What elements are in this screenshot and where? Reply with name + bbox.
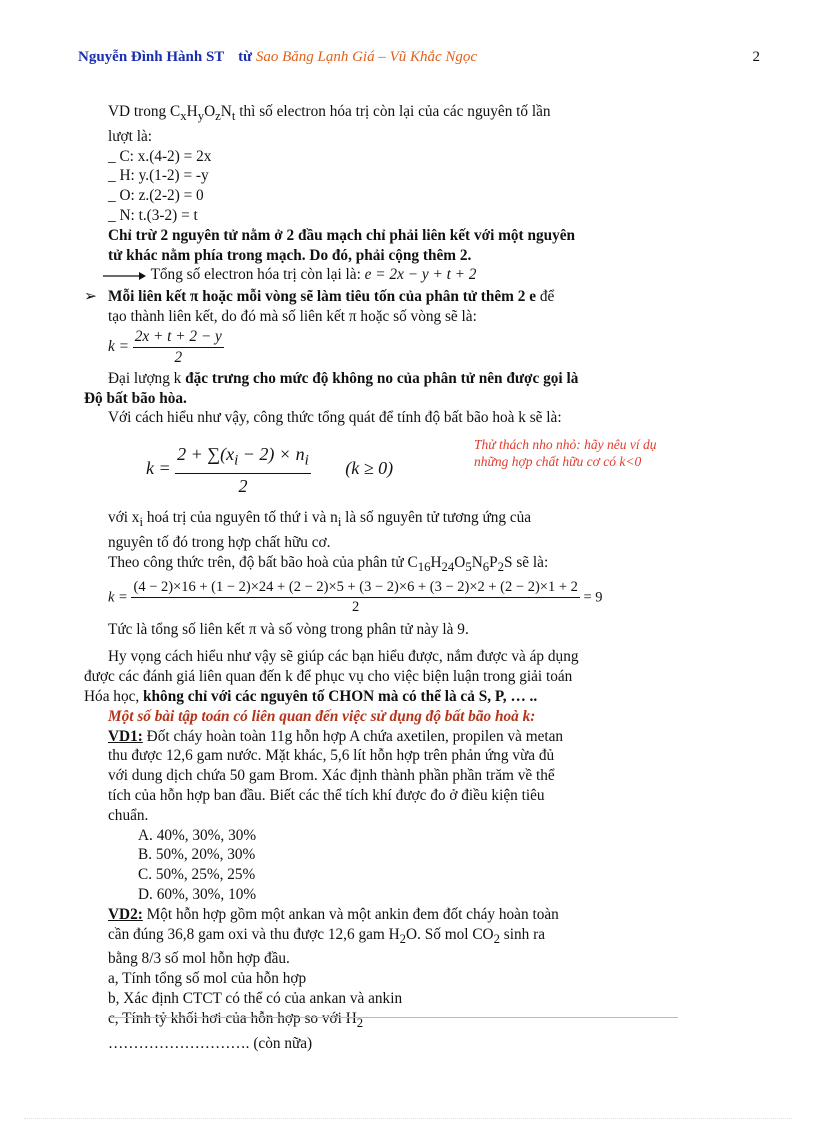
right-arrow-icon — [103, 271, 147, 281]
bold-note-1: Chỉ trừ 2 nguyên tử nằm ở 2 đầu mạch chỉ phải liên kết với một nguyên — [108, 226, 576, 244]
dai-line-1: Đại lượng k đặc trưng cho mức độ không no của phân tử nên được gọi là — [108, 369, 579, 387]
vd2-line-3: bằng 8/3 số mol hỗn hợp đầu. — [108, 950, 290, 968]
general-formula-block: k = $\frac{2 + \sum(x_i - 2) \times n_i}{2}$ (k ≥ 0) Thử thách nho nhỏ: hãy nêu ví dụ những hợp chất hữu cơ có k<0 — [146, 437, 657, 496]
vd1-line-4: tích của hỗn hợp ban đầu. Biết các thể tích khí được đo ở điều kiện tiêu — [108, 787, 545, 805]
bold-note-2: tử khác nằm phía trong mạch. Do đó, phải cộng thêm 2. — [108, 246, 472, 264]
vd1-line-1: VD1: Đốt cháy hoàn toàn 11g hỗn hợp A chứa axetilen, propilen và metan — [108, 727, 564, 745]
vd2-part-c: c, Tính tỷ khối hơi của hỗn hợp so với $H_2$ — [108, 1009, 364, 1030]
hope-line-1: Hy vọng cách hiểu như vậy sẽ giúp các bạn hiểu được, nắm được và áp dụng — [108, 648, 579, 666]
divider-line — [108, 1017, 678, 1018]
vd2-line-2: cần đúng 36,8 gam oxi và thu được 12,6 gam $H_2O$. Số mol $CO_2$ sinh ra — [108, 925, 546, 946]
header-source: Sao Băng Lạnh Giá – Vũ Khắc Ngọc — [255, 49, 478, 65]
dai-line-2: Độ bất bão hòa. — [84, 389, 187, 407]
pi-line-2: tạo thành liên kết, do đó mà số liên kết π hoặc số vòng sẽ là: — [108, 308, 477, 326]
header-from: từ — [238, 49, 253, 65]
option-d: D. 60%, 30%, 10% — [138, 886, 257, 904]
intro-line-1: VD trong $C_xH_yO_zN_t$ thì số electron hóa trị còn lại của các nguyên tố lần — [108, 103, 551, 124]
hope-line-2: được các đánh giá liên quan đến k để phục vụ cho việc biện luận trong giải toán — [84, 668, 573, 686]
option-a: A. 40%, 30%, 30% — [138, 826, 257, 844]
vd2-part-b: b, Xác định CTCT có thể có của ankan và ankin — [108, 990, 403, 1008]
challenge-note: Thử thách nho nhỏ: hãy nêu ví dụ những hợp chất hữu cơ có k<0 — [474, 437, 657, 470]
expl-line-4: Tức là tổng số liên kết π và số vòng trong phân tử này là 9. — [108, 620, 469, 638]
tasks-title: Một số bài tập toán có liên quan đến việc sử dụng độ bất bão hoà k: — [108, 707, 536, 725]
vd1-line-3: với dung dịch chứa 50 gam Brom. Xác định thành phần phần trăm về thể — [108, 767, 555, 785]
bullet-arrow-icon: ➢ — [84, 288, 97, 306]
page-header — [78, 49, 760, 69]
option-b: B. 50%, 20%, 30% — [138, 846, 256, 864]
vd2-line-1: VD2: Một hỗn hợp gồm một ankan và một ankin đem đốt cháy hoàn toàn — [108, 905, 559, 923]
valence-c: _ C: x.(4-2) = 2x — [108, 147, 212, 165]
vd2-part-a: a, Tính tổng số mol của hỗn hợp — [108, 970, 307, 988]
header-author: Nguyễn Đình Hành ST — [78, 49, 225, 65]
pi-bullet-line: ➢ Mỗi liên kết π hoặc mỗi vòng sẽ làm tiêu tốn của phân tử thêm 2 e để — [84, 288, 555, 306]
page-bottom-border — [24, 1118, 792, 1119]
intro-line-2: lượt là: — [108, 127, 152, 145]
continued-note: ………………………. (còn nữa) — [108, 1034, 313, 1052]
expl-line-2: nguyên tố đó trong hợp chất hữu cơ. — [108, 534, 331, 552]
valence-n: _ N: t.(3-2) = t — [108, 207, 198, 225]
document-body — [84, 102, 694, 1054]
valence-o: _ O: z.(2-2) = 0 — [108, 187, 204, 205]
valence-h: _ H: y.(1-2) = -y — [108, 167, 209, 185]
option-c: C. 50%, 25%, 25% — [138, 866, 256, 884]
expl-line-1: với $x_i$ hoá trị của nguyên tố thứ i và $n_i$ là số nguyên tử tương ứng của — [108, 509, 532, 530]
vd1-line-5: chuẩn. — [108, 806, 149, 824]
dai-line-3: Với cách hiểu như vậy, công thức tổng quát để tính độ bất bão hoà k sẽ là: — [108, 409, 562, 427]
expl-line-3: Theo công thức trên, độ bất bão hoà của phân tử $C_{16}H_{24}O_5N_6P_2S$ sẽ là: — [108, 553, 549, 574]
vd1-line-2: thu được 12,6 gam nước. Mặt khác, 5,6 lít hỗn hợp trên phản ứng vừa đủ — [108, 747, 555, 765]
example-formula: k = (4 − 2)×16 + (1 − 2)×24 + (2 − 2)×5 + (3 − 2)×6 + (3 − 2)×2 + (2 − 2)×1 + 2 2 = 9 — [108, 578, 603, 616]
arrow-line: Tổng số electron hóa trị còn lại là: e = 2x − y + t + 2 — [103, 265, 694, 285]
pi-formula: k = $\frac{2x + t + 2 - y}{2}$ — [108, 327, 222, 366]
hope-line-3: Hóa học, không chỉ với các nguyên tố CHON mà có thể là cả S, P, … .. — [84, 688, 538, 706]
page-number: 2 — [752, 49, 760, 65]
